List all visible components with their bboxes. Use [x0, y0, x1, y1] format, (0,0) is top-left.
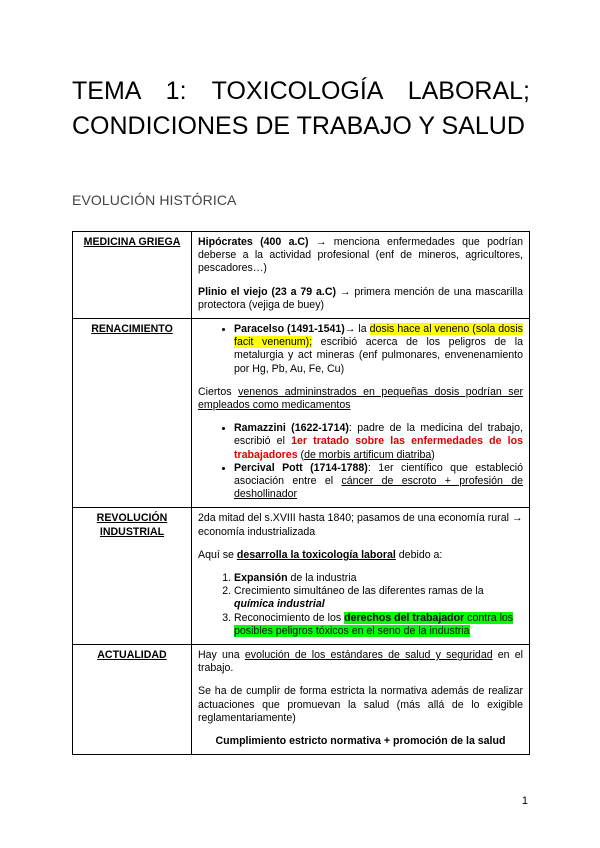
text: Aquí se: [198, 548, 237, 561]
text: : 1er científico que estableció asociación entre el: [234, 461, 523, 488]
text: Ciertos: [198, 385, 239, 398]
row-label: MEDICINA GRIEGA: [83, 236, 181, 248]
summary-statement: Cumplimiento estricto normativa + promoción de la salud: [215, 735, 506, 748]
table-row: [73, 508, 530, 645]
text: Hay una: [198, 649, 245, 662]
text: → menciona enfermedades que podrían deberse a la actividad profesional (enf de mineros, agricultores, pescadores…): [198, 236, 523, 275]
highlighted-text: dosis hace al veneno (sola dosis facit venenum);: [234, 323, 523, 349]
row-label: REVOLUCIÓN INDUSTRIAL: [96, 512, 168, 538]
paragraph: 2da mitad del s.XVIII hasta 1840; pasamos de una economía rural → economía industrializada: [198, 512, 523, 538]
paragraph: [198, 549, 523, 562]
text: en el trabajo.: [198, 649, 524, 675]
list-item: [234, 462, 523, 502]
list-item: [234, 323, 523, 376]
row-label-cell: [73, 319, 192, 508]
paragraph: Se ha de cumplir de forma estricta la normativa además de realizar actuaciones que promuevan la salud (más allá de lo exigible reglamentariamente): [198, 685, 523, 724]
bullet-list: [198, 422, 523, 501]
bold-text: Plinio el viejo (23 a 79 a.C): [198, 285, 337, 298]
underlined-text: evolución de los estándares de salud y seguridad: [244, 649, 493, 662]
underlined-text: venenos admininstrados en pequeñas dosis podrían ser empleados como medicamentos: [198, 385, 523, 412]
underlined-text: cáncer de escroto + profesión de deshollinador: [234, 475, 523, 501]
highlighted-bold-text: derechos del trabajador: [344, 611, 465, 624]
bold-text: Percival Pott (1714-1788): [234, 461, 368, 474]
text: escribió acerca de los peligros de la metalurgia y act mineras (enf pulmonares, envenenamiento por Hg, Pb, Au, Fe, Cu): [234, 336, 523, 375]
list-item: [234, 422, 523, 462]
list-item: [234, 585, 523, 611]
text: de la industria: [287, 572, 357, 585]
bullet-list: [198, 323, 523, 376]
underlined-text: de morbis artificum diatriba: [304, 448, 432, 461]
text: Reconocimiento de los: [234, 611, 345, 624]
section-heading: EVOLUCIÓN HISTÓRICA: [72, 192, 237, 208]
text: debido a:: [395, 548, 443, 561]
table-row: [73, 232, 530, 319]
text: → primera mención de una mascarilla protectora (vejiga de buey): [198, 285, 523, 311]
table-row: [73, 645, 530, 755]
numbered-list: [198, 572, 523, 638]
row-label-cell: [73, 232, 192, 319]
table-row: [73, 319, 530, 508]
bold-italic-text: química industrial: [234, 598, 325, 611]
row-content-cell: [192, 508, 530, 645]
list-item: [234, 572, 523, 585]
text: : padre de la medicina del trabajo, escribió el: [234, 422, 523, 448]
row-label-cell: [73, 645, 192, 755]
row-label: ACTUALIDAD: [97, 649, 167, 662]
list-item: [234, 612, 523, 638]
page-number: 1: [521, 795, 528, 807]
paragraph: [198, 236, 523, 276]
paragraph: [198, 649, 523, 675]
paragraph: [198, 286, 523, 312]
text: (: [297, 448, 305, 461]
row-label-cell: [73, 508, 192, 645]
red-text: 1er tratado sobre las enfermedades de los trabajadores: [234, 435, 523, 461]
history-table: [72, 231, 530, 755]
bold-text: Hipócrates (400 a.C): [198, 236, 309, 248]
text: → la: [344, 323, 370, 336]
row-content-cell: [192, 232, 530, 319]
page-title: TEMA 1: TOXICOLOGÍA LABORAL; CONDICIONES DE TRABAJO Y SALUD: [72, 77, 530, 140]
row-content-cell: [192, 319, 530, 508]
bold-text: Paracelso (1491-1541): [234, 323, 345, 336]
bold-text: Ramazzini (1622-1714): [234, 422, 349, 435]
row-label: RENACIMIENTO: [91, 323, 173, 336]
bold-underlined-text: desarrolla la toxicología laboral: [236, 548, 396, 561]
paragraph: [198, 386, 523, 412]
bold-text: Expansión: [234, 572, 288, 585]
row-content-cell: [192, 645, 530, 755]
highlighted-text: contra los posibles peligros tóxicos en el seno de la industria: [234, 611, 514, 637]
text: Crecimiento simultáneo de las diferentes ramas de la: [234, 585, 484, 598]
text: ): [431, 448, 435, 461]
